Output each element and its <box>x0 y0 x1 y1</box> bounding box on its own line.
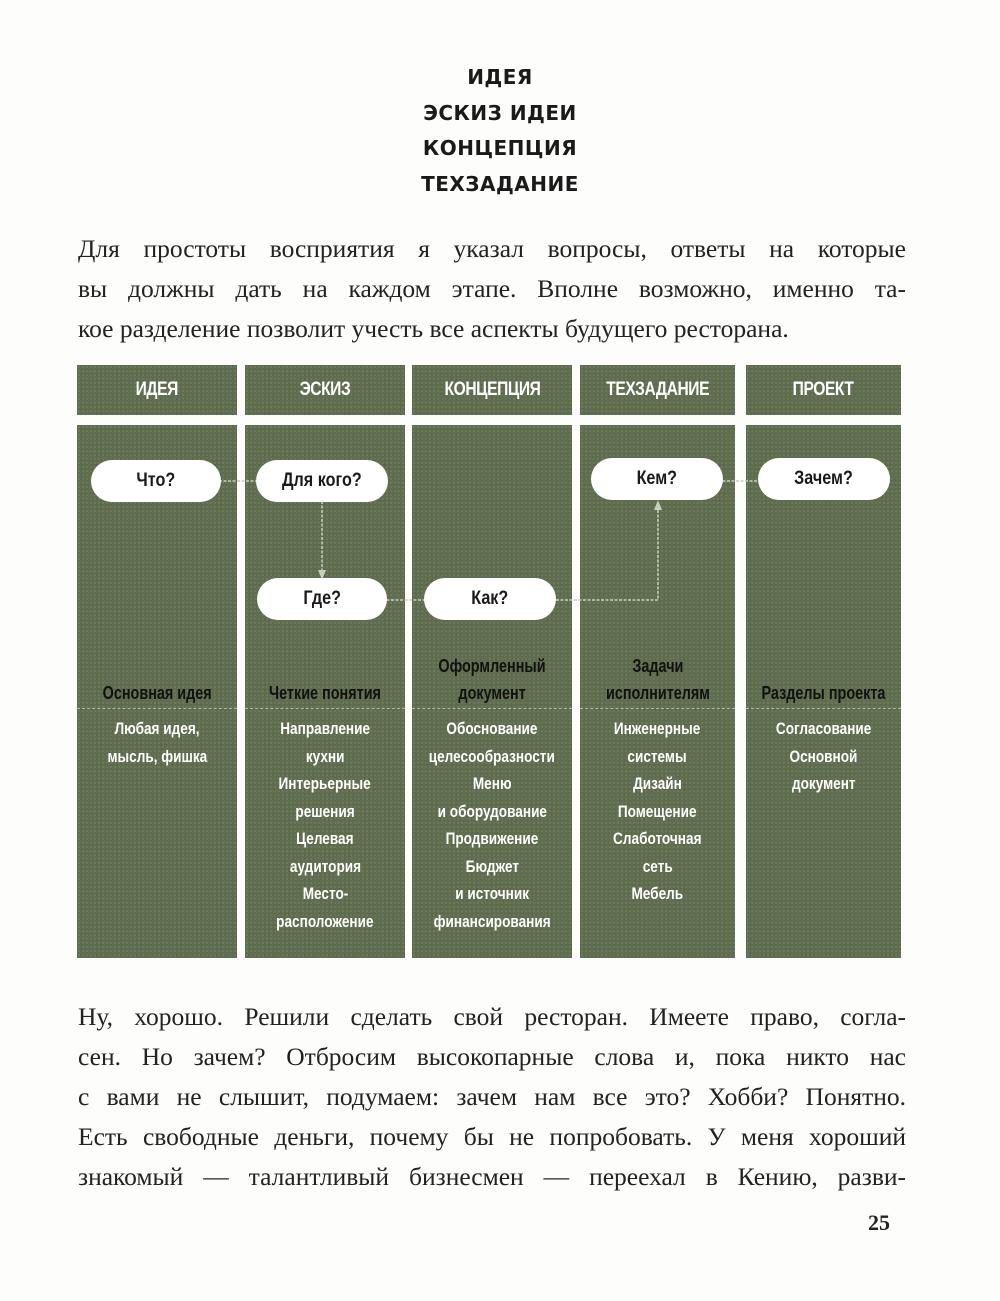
column-subtitle: Оформленный документ <box>438 656 546 703</box>
heading-idea: ИДЕЯ <box>467 65 533 89</box>
column-items <box>245 715 405 935</box>
body-paragraph <box>78 997 906 1197</box>
divider <box>245 708 405 709</box>
column-items <box>580 715 735 908</box>
column-body-concept <box>412 425 572 958</box>
heading-sketch: ЭСКИЗ ИДЕИ <box>423 100 577 125</box>
chapter-headings <box>0 60 1000 202</box>
column-item: мысль, фишка <box>107 746 207 766</box>
paragraph-line: Ну, хорошо. Решили сделать свой ресторан. Имеете право, согла- <box>78 1002 906 1031</box>
column-subtitle: Разделы проекта <box>761 683 886 703</box>
column-item: расположение <box>276 911 374 931</box>
intro-paragraph <box>78 229 906 349</box>
question-by-whom: Кем? <box>591 458 723 500</box>
column-item: Направление <box>280 719 370 738</box>
column-item: аудитория <box>289 856 361 876</box>
page-number: 25 <box>868 1210 890 1235</box>
column-item: кухни <box>305 746 345 766</box>
column-body-sketch <box>245 425 405 958</box>
column-header-project: ПРОЕКТ <box>746 365 901 415</box>
paragraph-line: вы должны дать на каждом этапе. Вполне возможно, именно та- <box>78 274 906 303</box>
column-header-concept: КОНЦЕПЦИЯ <box>412 365 572 415</box>
question-what: Что? <box>91 460 221 502</box>
column-items <box>746 715 901 798</box>
paragraph-line: кое разделение позволит учесть все аспекты будущего ресторана. <box>78 314 789 343</box>
column-body-idea <box>77 425 237 958</box>
column-items <box>77 715 237 770</box>
question-why: Зачем? <box>758 458 890 500</box>
column-item: Слаботочная <box>613 829 702 848</box>
paragraph-line: знакомый — талантливый бизнесмен — переехал в Кению, разви- <box>78 1162 906 1191</box>
column-item: Дизайн <box>633 774 682 793</box>
column-item: Продвижение <box>445 829 539 848</box>
column-item: сеть <box>642 856 673 876</box>
column-item: Меню <box>472 774 512 793</box>
question-for-whom: Для кого? <box>256 460 388 502</box>
paragraph-line: Для простоты восприятия я указал вопросы, ответы на которые <box>78 234 906 263</box>
column-item: целесообразности <box>428 746 556 766</box>
column-item: финансирования <box>433 911 551 931</box>
paragraph-line: сен. Но зачем? Отбросим высокопарные слова и, пока никто нас <box>78 1042 906 1071</box>
column-item: Обоснование <box>446 719 538 738</box>
paragraph-line: Есть свободные деньги, почему бы не попробовать. У меня хороший <box>78 1122 906 1151</box>
column-item: системы <box>627 746 688 766</box>
column-item: документ <box>791 774 856 793</box>
column-item: Инженерные <box>614 719 701 738</box>
question-how: Как? <box>424 578 556 620</box>
column-subtitle: Задачи исполнителям <box>605 656 710 703</box>
column-item: Мебель <box>631 884 684 903</box>
column-item: и источник <box>455 884 529 903</box>
column-subtitle: Основная идея <box>102 683 212 703</box>
column-body-spec <box>580 425 735 958</box>
divider <box>412 708 572 709</box>
column-subtitle: Четкие понятия <box>269 683 381 703</box>
column-item: Целевая <box>296 829 354 848</box>
divider <box>580 708 735 709</box>
column-item: и оборудование <box>437 801 547 821</box>
column-item: Согласование <box>775 719 872 738</box>
heading-concept: КОНЦЕПЦИЯ <box>422 136 578 160</box>
column-item: Помещение <box>618 801 697 821</box>
column-body-project <box>746 425 901 958</box>
column-items <box>412 715 572 935</box>
column-item: решения <box>295 801 355 821</box>
heading-spec: ТЕХЗАДАНИЕ <box>421 171 579 196</box>
question-where: Где? <box>257 578 387 620</box>
column-header-spec: ТЕХЗАДАНИЕ <box>580 365 735 415</box>
column-item: Любая идея, <box>114 719 200 738</box>
divider <box>746 708 901 709</box>
column-item: Основной <box>789 746 858 766</box>
column-header-sketch: ЭСКИЗ <box>245 365 405 415</box>
column-item: Место- <box>302 884 348 903</box>
column-item: Интерьерные <box>278 774 372 793</box>
paragraph-line: с вами не слышит, подумаем: зачем нам все это? Хобби? Понятно. <box>78 1082 906 1111</box>
column-header-idea: ИДЕЯ <box>77 365 237 415</box>
divider <box>77 708 237 709</box>
column-item: Бюджет <box>465 856 519 876</box>
